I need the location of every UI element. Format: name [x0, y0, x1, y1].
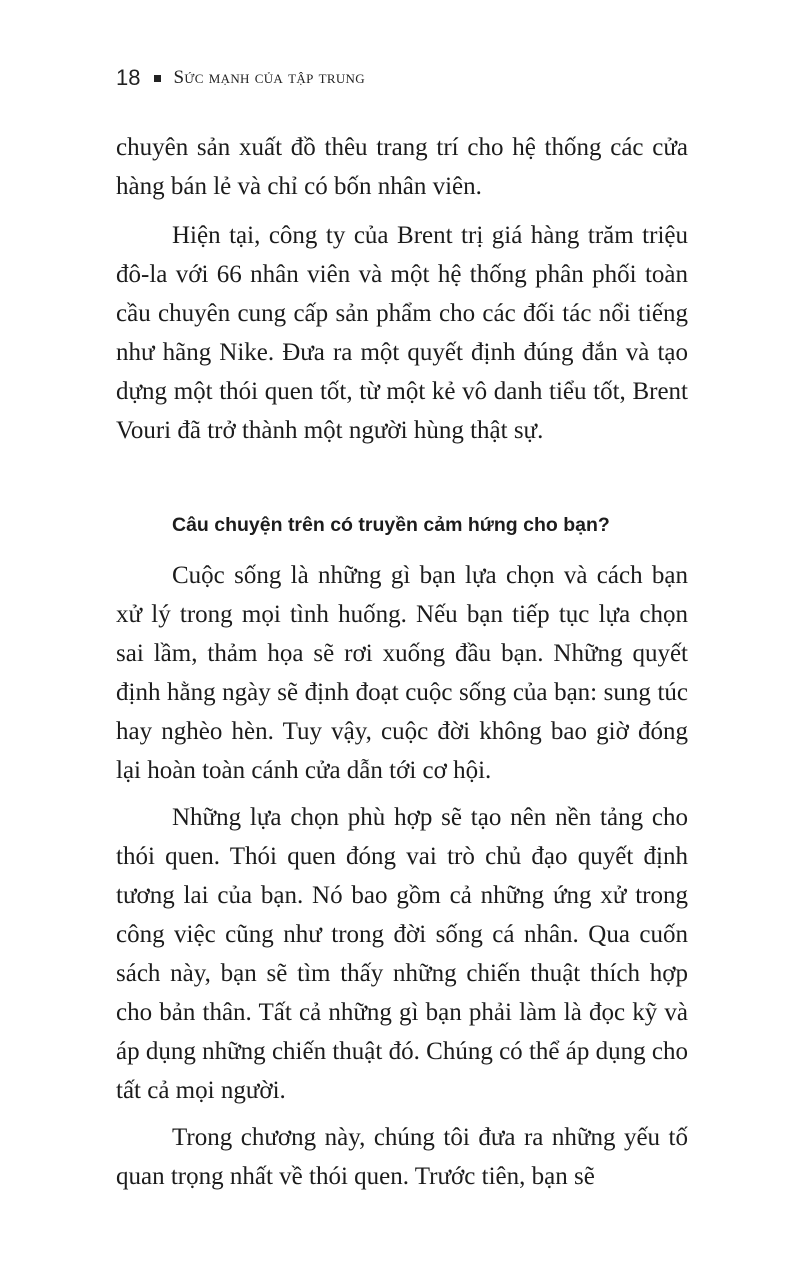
- paragraph-1: chuyên sản xuất đồ thêu trang trí cho hệ thống các cửa hàng bán lẻ và chỉ có bốn nhân viên.: [116, 134, 688, 200]
- paragraph-block-4: [116, 798, 688, 1128]
- paragraph-4: Những lựa chọn phù hợp sẽ tạo nên nền tảng cho thói quen. Thói quen đóng vai trò chủ đạo quyết định tương lai của bạn. Nó bao gồm cả những ứng xử trong công việc cũng như trong đời sống cá nhân. Qua cuốn sách này, bạn sẽ tìm thấy những chiến thuật thích hợp cho bản thân. Tất cả những gì bạn phải làm là đọc kỹ và áp dụng những chiến thuật đó. Chúng có thể áp dụng cho tất cả mọi người.: [116, 804, 688, 1104]
- square-bullet-icon: [154, 75, 161, 82]
- paragraph-5: Trong chương này, chúng tôi đưa ra những yếu tố quan trọng nhất về thói quen. Trước tiên, bạn sẽ: [116, 1124, 688, 1190]
- section-heading: Câu chuyện trên có truyền cảm hứng cho bạn?: [172, 514, 610, 536]
- paragraph-2: Hiện tại, công ty của Brent trị giá hàng trăm triệu đô-la với 66 nhân viên và một hệ thống phân phối toàn cầu chuyên cung cấp sản phẩm cho các đối tác nổi tiếng như hãng Nike. Đưa ra một quyết định đúng đắn và tạo dựng một thói quen tốt, từ một kẻ vô danh tiểu tốt, Brent Vouri đã trở thành một người hùng thật sự.: [116, 222, 688, 444]
- running-header: [116, 60, 365, 96]
- running-title: [173, 67, 364, 89]
- running-title-rest: ức mạnh của tập trung: [184, 67, 365, 88]
- paragraph-block-5: [116, 1118, 688, 1214]
- paragraph-3: Cuộc sống là những gì bạn lựa chọn và cách bạn xử lý trong mọi tình huống. Nếu bạn tiếp tục lựa chọn sai lầm, thảm họa sẽ rơi xuống đầu bạn. Những quyết định hằng ngày sẽ định đoạt cuộc sống của bạn: sung túc hay nghèo hèn. Tuy vậy, cuộc đời không bao giờ đóng lại hoàn toàn cánh cửa dẫn tới cơ hội.: [116, 562, 688, 784]
- paragraph-block-3: [116, 556, 688, 808]
- paragraph-continued: [116, 128, 688, 224]
- paragraph-block-2: [116, 216, 688, 468]
- page-number: 18: [116, 65, 141, 90]
- running-title-initial: S: [173, 67, 185, 88]
